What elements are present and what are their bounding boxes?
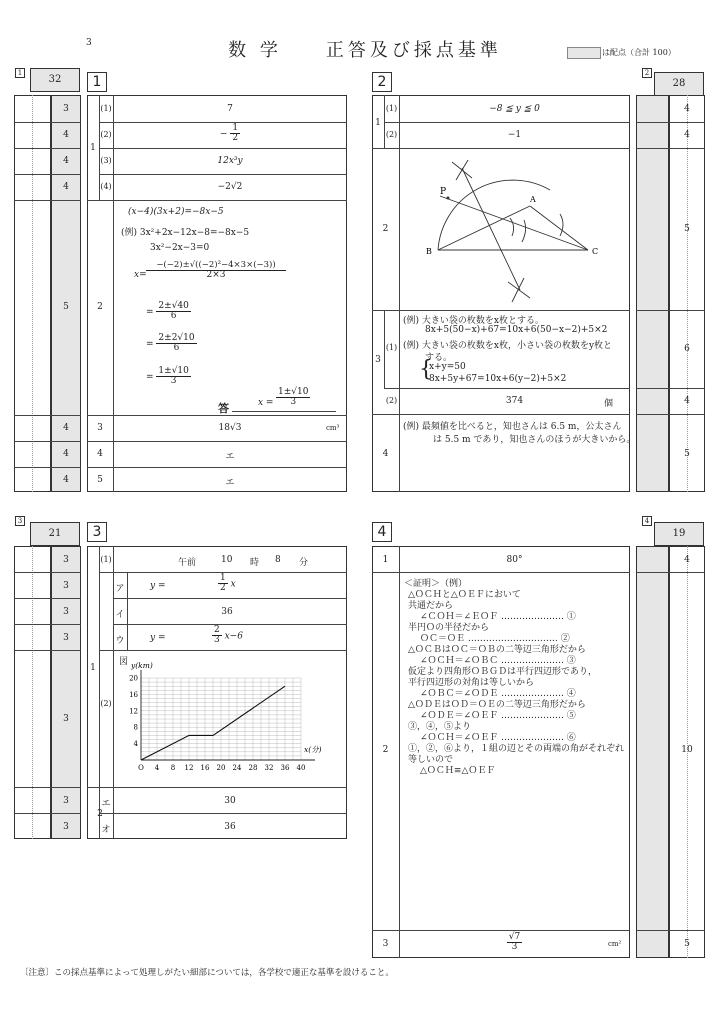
q1-point: 4 xyxy=(63,156,69,166)
q2-point: 4 xyxy=(684,104,690,114)
q4-proof-line: △ＯＤＥはＯＤ＝ＯＥの二等辺三角形だから xyxy=(408,700,586,710)
q2-answer-1-2: −1 xyxy=(507,130,522,140)
x-tick-label: 36 xyxy=(280,764,290,772)
q1-work-frac-den: 6 xyxy=(170,311,177,322)
q1-point: 4 xyxy=(63,423,69,433)
q2-construction-figure xyxy=(420,150,620,308)
q1-point: 4 xyxy=(63,130,69,140)
q1-answer-4: −2√2 xyxy=(217,182,243,192)
q2-3-1-line: (例) 大きい袋の枚数をx枚とする。 xyxy=(403,316,544,326)
q3-point: 3 xyxy=(63,796,69,806)
q2-3-1-brace: { xyxy=(419,357,433,382)
y-tick-label: 8 xyxy=(133,723,138,732)
q1-work-formula-num: −(−2)±√((−2)²−4×3×(−3)) xyxy=(146,261,286,271)
q4-point: 5 xyxy=(684,939,690,949)
q1-work-line: x= xyxy=(134,270,147,280)
q1-work-frac-num: 2±2√10 xyxy=(158,333,195,343)
q1-work-eq: = xyxy=(146,307,154,318)
q3-tag xyxy=(15,516,25,526)
q4-pt-line xyxy=(636,572,705,573)
q2-p1-label: 1 xyxy=(375,118,381,128)
q4-answer-1: 80° xyxy=(506,555,523,565)
q2-total: 28 xyxy=(672,78,686,89)
q3-point: 3 xyxy=(63,633,69,643)
x-axis-label: x(分) xyxy=(304,745,322,754)
q1-dotted-line xyxy=(32,95,33,492)
q2-point: 5 xyxy=(684,449,690,459)
q1-row-line xyxy=(99,148,347,149)
x-tick-label: 24 xyxy=(232,764,242,772)
q1-answer-3: 12x³y xyxy=(217,156,243,166)
page-title: 数 学 正答及び採点基準 xyxy=(228,40,502,61)
q3-answer-1-part: 時 xyxy=(250,558,260,568)
q3-answer-1-part: 10 xyxy=(221,555,233,565)
q1-answer-2-sign: − xyxy=(219,129,228,140)
x-tick-label: O xyxy=(138,764,144,772)
q3-pt-line xyxy=(14,787,81,788)
q1-pt-line xyxy=(14,122,81,123)
q4-proof-line: ＜証明＞（例） xyxy=(404,579,468,589)
q3-pt-line xyxy=(14,598,81,599)
q1-answer-2-num: 1 xyxy=(232,123,239,133)
q4-points-shade xyxy=(637,547,668,957)
q1-pt-line xyxy=(14,467,81,468)
q2-row-line xyxy=(372,148,630,149)
q1-answer-x: x = xyxy=(258,398,274,408)
q4-p1-label: 1 xyxy=(382,555,389,565)
q1-sub4-label: (4) xyxy=(100,182,112,191)
q1-work-line xyxy=(146,334,197,354)
q3-point: 3 xyxy=(63,555,69,565)
q1-work-line xyxy=(146,367,191,387)
q2-point: 5 xyxy=(684,224,690,234)
q4-proof-line: ③，④，⑤より xyxy=(408,722,472,732)
y-tick-label: 20 xyxy=(129,674,138,683)
q3-answer-i: 36 xyxy=(221,607,233,617)
q3-answer-o: 36 xyxy=(224,822,236,832)
q4-p2-label: 2 xyxy=(382,745,389,755)
q1-work-frac-num: 2±√40 xyxy=(158,301,189,311)
q2-heading xyxy=(372,72,392,92)
q2-answer-4-line: は 5.5 m であり，知也さんのほうが大きいから。 xyxy=(433,435,636,445)
q2-answer-3-2: 374 xyxy=(505,396,524,406)
q2-pt-line xyxy=(636,122,705,123)
q3-point: 3 xyxy=(63,581,69,591)
q1-work-line: (x−4)(3x+2)=−8x−5 xyxy=(128,207,224,217)
figure-label-b: B xyxy=(426,247,432,256)
x-tick-label: 28 xyxy=(248,764,258,772)
q3-answer-u-den: 3 xyxy=(214,635,220,646)
q3-row-line xyxy=(99,650,347,651)
q3-sub1-label: (1) xyxy=(100,555,112,564)
q3-pt-line xyxy=(14,624,81,625)
q1-answer-p4: エ xyxy=(225,452,235,462)
q4-proof-line: ∠ＯＤＥ＝∠ＯＥＦ ………………… ⑤ xyxy=(420,711,576,721)
q1-answer-p5: エ xyxy=(225,478,235,488)
q4-row-line xyxy=(372,572,630,573)
q1-row-line xyxy=(87,200,347,201)
q2-3-1-line: する。 xyxy=(425,353,453,363)
footer-note: 〔注意〕この採点基準によって処理しがたい細部については，各学校で適正な基準を設けること。 xyxy=(20,968,394,978)
q4-p3-label: 3 xyxy=(382,939,389,949)
q3-answer-1-part: 分 xyxy=(299,558,309,568)
q2-3-1-line: (例) 大きい袋の枚数をx枚，小さい袋の枚数をy枚と xyxy=(403,341,613,351)
q1-p3-label: 3 xyxy=(97,423,103,433)
q1-p2-label: 2 xyxy=(97,302,103,312)
q4-tag-label: 4 xyxy=(644,517,650,525)
q4-heading-label: 4 xyxy=(377,524,387,540)
q1-work-frac xyxy=(156,302,190,322)
q4-pt-line xyxy=(636,930,705,931)
q4-proof-line: △ＯＣＢはＯＣ＝ＯＢの二等辺三角形だから xyxy=(408,645,586,655)
q1-point: 4 xyxy=(63,475,69,485)
q3-answer-u-rest: x−6 xyxy=(224,631,243,642)
q2-3-1-line: 8x+5(50−x)+67=10x+6(50−x−2)+5×2 xyxy=(425,325,608,335)
y-tick-label: 16 xyxy=(129,690,138,699)
q2-row-line xyxy=(372,414,630,415)
q4-proof-line: ∠ＯＢＣ＝∠ＯＤＥ ………………… ④ xyxy=(420,689,576,699)
q1-work-frac-den: 3 xyxy=(170,376,177,387)
q3-point: 3 xyxy=(63,607,69,617)
q1-work-frac-den: 6 xyxy=(173,343,180,354)
q1-pt-line xyxy=(14,148,81,149)
q4-point: 4 xyxy=(684,555,690,565)
q2-row-line xyxy=(372,310,630,311)
q1-sub3-label: (3) xyxy=(100,156,112,165)
y-tick-label: 12 xyxy=(129,707,138,716)
q2-point: 4 xyxy=(684,396,690,406)
q3-point: 3 xyxy=(63,822,69,832)
q1-answer-p3-unit: cm³ xyxy=(326,424,340,432)
q2-pt-line xyxy=(636,414,705,415)
legend-swatch xyxy=(567,47,601,59)
figure-label-c: C xyxy=(592,247,599,256)
q3-heading xyxy=(87,522,107,542)
q4-answer-3 xyxy=(399,933,630,953)
x-tick-label: 12 xyxy=(184,764,194,772)
q4-answer-3-frac xyxy=(507,933,522,953)
q3-row-line xyxy=(113,624,347,625)
q2-tag xyxy=(642,68,652,78)
q3-answer-a-frac-inner xyxy=(218,574,228,594)
q3-answer-a-pre: y = xyxy=(150,581,166,591)
q2-answer-3-2-unit: 個 xyxy=(604,399,614,409)
q1-p1-label: 1 xyxy=(90,143,96,153)
y-tick-label: 4 xyxy=(133,740,138,749)
q1-sub1-label: (1) xyxy=(100,104,112,113)
q1-pt-line xyxy=(14,441,81,442)
q1-point: 4 xyxy=(63,449,69,459)
q4-col-line xyxy=(399,546,400,958)
x-tick-label: 20 xyxy=(216,764,226,772)
q1-row-line xyxy=(87,467,347,468)
q3-answer-a-frac xyxy=(218,574,236,594)
q4-total: 19 xyxy=(672,528,686,539)
q2-pt-line xyxy=(636,148,705,149)
x-tick-label: 4 xyxy=(154,764,160,772)
q3-label-i: イ xyxy=(115,610,125,620)
q1-work-formula xyxy=(146,261,286,281)
q1-answer-2-fraction xyxy=(230,124,240,144)
q1-point: 3 xyxy=(63,104,69,114)
q1-p4-label: 4 xyxy=(97,449,103,459)
q1-point: 4 xyxy=(63,182,69,192)
q2-row-line xyxy=(384,122,630,123)
x-tick-label: 16 xyxy=(200,764,210,772)
q1-answer-frac-inner xyxy=(276,388,310,408)
q3-answer-a-num: 1 xyxy=(220,573,226,583)
q1-row-line xyxy=(99,174,347,175)
q2-row-line xyxy=(384,388,630,389)
q3-p1-label: 1 xyxy=(90,663,96,673)
q1-p5-label: 5 xyxy=(97,475,103,485)
q1-work-frac xyxy=(156,367,190,387)
q2-pt-line xyxy=(636,310,705,311)
q1-work-line: 3x²−2x−3=0 xyxy=(150,243,210,253)
q1-answer-2 xyxy=(113,124,347,144)
q1-sub2-label: (2) xyxy=(100,130,112,139)
q2-3-1-line: x+y=50 xyxy=(429,362,466,372)
q3-p2-label: 2 xyxy=(97,809,103,819)
q4-answer-3-num: √7 xyxy=(508,932,521,942)
x-tick-label: 8 xyxy=(170,764,176,772)
q2-pt-line xyxy=(636,388,705,389)
q3-row-line xyxy=(113,598,347,599)
q3-heading-label: 3 xyxy=(92,524,102,540)
q3-graph-caption: 図 xyxy=(119,657,129,667)
q2-dotted-line xyxy=(687,95,688,492)
q2-answer-1-1: −8 ≦ y ≦ 0 xyxy=(489,104,540,114)
q3-point: 3 xyxy=(63,714,69,724)
q3-label-e: エ xyxy=(101,799,111,809)
figure-label-a: A xyxy=(530,195,536,204)
q4-proof-line: ∠ＣＯＨ＝∠ＥＯＦ ………………… ① xyxy=(420,612,576,622)
q4-answer-3-den: 3 xyxy=(511,942,518,953)
q1-pt-line xyxy=(14,200,81,201)
q1-row-line xyxy=(87,441,347,442)
q3-answer-1-part: 午前 xyxy=(178,558,197,568)
q2-p2-label: 2 xyxy=(382,224,389,234)
q4-proof-line: 等しいので xyxy=(408,755,454,765)
q3-tag-label: 3 xyxy=(17,517,23,525)
y-axis-label: y(km) xyxy=(131,661,153,670)
q4-tag xyxy=(642,516,652,526)
q4-proof-line: 共通だから xyxy=(408,601,454,611)
q1-point: 5 xyxy=(63,302,69,312)
q1-answer-num: 1±√10 xyxy=(278,387,309,397)
q2-point: 4 xyxy=(684,130,690,140)
q3-distance-time-graph xyxy=(113,660,345,784)
q4-proof-line: △ＯＣＨと△ＯＥＦにおいて xyxy=(408,590,521,600)
x-tick-label: 40 xyxy=(296,764,306,772)
q3-total: 21 xyxy=(48,528,62,539)
q3-answer-u-frac-inner xyxy=(212,626,222,646)
q1-work-frac xyxy=(156,334,196,354)
q3-label-a: ア xyxy=(115,584,125,594)
q4-point: 10 xyxy=(681,745,693,755)
q2-answer-4-line: (例) 最頻値を比べると，知也さんは 6.5 m，公太さん xyxy=(403,422,622,432)
q1-work-formula-den: 2×3 xyxy=(206,270,226,281)
q3-dotted-line xyxy=(32,546,33,839)
q1-pt-line xyxy=(14,415,81,416)
q1-work-eq: = xyxy=(146,372,154,383)
q1-answer-label: 答 xyxy=(218,402,229,415)
q1-answer-1: 7 xyxy=(227,104,233,114)
q3-pt-line xyxy=(14,650,81,651)
q4-proof-line: ＯＣ＝ＯＥ ………………………… ② xyxy=(420,634,570,644)
q1-answer-frac xyxy=(276,388,310,408)
q1-row-line xyxy=(87,415,347,416)
q3-row-line xyxy=(87,787,347,788)
q3-label-u: ウ xyxy=(115,636,125,646)
q3-pt-line xyxy=(14,813,81,814)
q1-tag xyxy=(15,68,25,78)
q1-work-line xyxy=(146,302,191,322)
q3-answer-u-frac xyxy=(212,626,243,646)
q1-total: 32 xyxy=(48,74,62,85)
q1-answer-2-den: 2 xyxy=(232,133,239,144)
q2-sub2-label: (2) xyxy=(385,396,398,405)
q4-proof-line: 平行四辺形の対角は等しいから xyxy=(408,678,535,688)
q1-answer-p3: 18√3 xyxy=(218,423,242,433)
q3-answer-e: 30 xyxy=(224,796,236,806)
q1-answer-den: 3 xyxy=(290,397,297,408)
q1-heading-label: 1 xyxy=(92,74,102,90)
q4-answer-3-unit: cm² xyxy=(608,940,622,948)
q2-heading-label: 2 xyxy=(377,74,387,90)
q2-sub1-label: (1) xyxy=(385,104,398,113)
q1-pt-line xyxy=(14,174,81,175)
q4-proof-line: 仮定より四角形ＯＢＧＤは平行四辺形であり， xyxy=(408,667,598,677)
points-legend: は配点（合計 100） xyxy=(602,48,676,57)
q4-proof-line: △ＯＣＨ≡△ＯＥＦ xyxy=(420,766,496,776)
q3-row-line xyxy=(99,813,347,814)
q4-proof-line: ∠ＯＣＨ＝∠ＯＥＦ ………………… ⑥ xyxy=(420,733,576,743)
q2-col-line xyxy=(399,95,400,492)
q2-tag-label: 2 xyxy=(644,69,650,77)
q3-pt-line xyxy=(14,572,81,573)
q3-answer-u-num: 2 xyxy=(214,625,220,635)
q3-label-o: オ xyxy=(101,825,111,835)
q2-sub1-label: (1) xyxy=(385,343,398,352)
q4-row-line xyxy=(372,930,630,931)
q4-heading xyxy=(372,522,392,542)
q3-answer-a-var: x xyxy=(230,579,236,590)
q3-answer-u-pre: y = xyxy=(150,633,166,643)
q3-answer-a-den: 2 xyxy=(220,583,226,594)
q4-proof-line: ∠ＯＣＨ＝∠ＯＢＣ ………………… ③ xyxy=(420,656,576,666)
q2-sub2-label: (2) xyxy=(385,130,398,139)
q4-proof-line: ①，②，⑥より，１組の辺とその両端の角がそれぞれ xyxy=(408,744,625,754)
q1-row-line xyxy=(99,122,347,123)
q4-proof-line: 半円Ｏの半径だから xyxy=(408,623,490,633)
q2-points-shade xyxy=(637,96,668,491)
q1-work-line: (例) 3x²+2x−12x−8=−8x−5 xyxy=(121,228,250,238)
page-number: 3 xyxy=(86,38,92,48)
x-tick-label: 32 xyxy=(264,764,274,772)
q1-answer-underline xyxy=(232,411,336,412)
q2-p4-label: 4 xyxy=(382,449,389,459)
q2-3-1-line: 8x+5y+67=10x+6(y−2)+5×2 xyxy=(429,374,567,384)
figure-label-p: P xyxy=(440,187,447,197)
q3-answer-1-part: 8 xyxy=(275,555,281,565)
q1-heading xyxy=(87,72,107,92)
q1-work-frac-num: 1±√10 xyxy=(158,366,189,376)
q2-point: 6 xyxy=(684,344,690,354)
q1-work-eq: = xyxy=(146,339,154,350)
q3-sub2-label: (2) xyxy=(100,699,112,708)
q2-p3-label: 3 xyxy=(375,355,381,365)
q1-tag-label: 1 xyxy=(17,69,23,77)
